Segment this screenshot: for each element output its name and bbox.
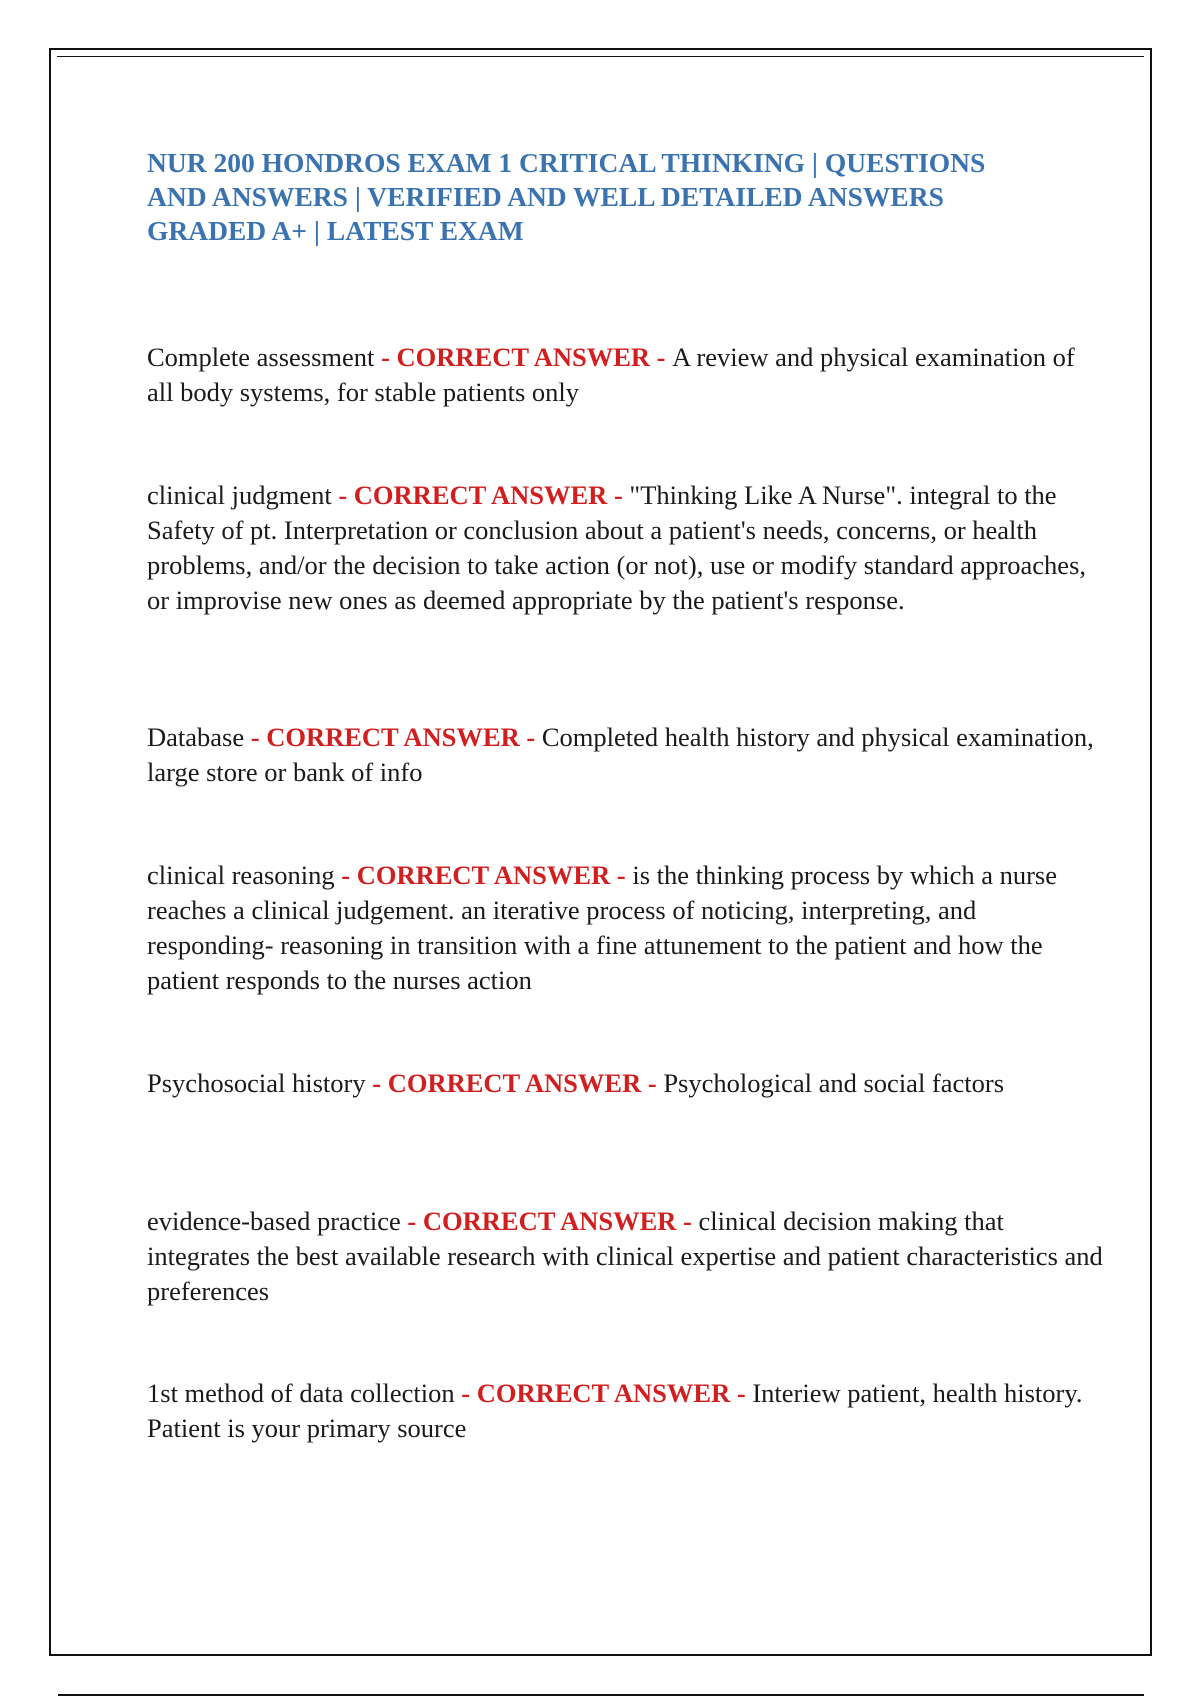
correct-answer-label: - CORRECT ANSWER - bbox=[374, 342, 673, 372]
qa-answer: clinical decision making that integrates the best available research with clinical expertise and patient characteristics and preferences bbox=[147, 1206, 1103, 1306]
qa-item-complete-assessment bbox=[147, 340, 1107, 410]
qa-term: evidence-based practice bbox=[147, 1206, 401, 1236]
qa-term: Database bbox=[147, 722, 245, 752]
document-title: NUR 200 HONDROS EXAM 1 CRITICAL THINKING | QUESTIONS AND ANSWERS | VERIFIED AND WELL DETAILED ANSWERS GRADED A+ | LATEST EXAM bbox=[147, 147, 986, 246]
qa-answer: "Thinking Like A Nurse". integral to the Safety of pt. Interpretation or conclusion about a patient's needs, concerns, or health problems, and/or the decision to take action (or not), use or modify standard approaches, or improvise new ones as deemed appropriate by the patient's response. bbox=[147, 480, 1087, 615]
correct-answer-label: - CORRECT ANSWER - bbox=[454, 1378, 753, 1408]
qa-term: clinical reasoning bbox=[147, 860, 335, 890]
qa-term: 1st method of data collection bbox=[147, 1378, 455, 1408]
correct-answer-label: - CORRECT ANSWER - bbox=[365, 1068, 664, 1098]
qa-answer: is the thinking process by which a nurse reaches a clinical judgement. an iterative process of noticing, interpreting, and responding- reasoning in transition with a fine attunement to the patient and how the patient responds to the nurses action bbox=[147, 860, 1057, 995]
qa-item-clinical-reasoning bbox=[147, 858, 1107, 998]
qa-item-evidence-based-practice bbox=[147, 1204, 1107, 1309]
correct-answer-label: - CORRECT ANSWER - bbox=[331, 480, 630, 510]
correct-answer-label: - CORRECT ANSWER - bbox=[400, 1206, 699, 1236]
page-border bbox=[49, 48, 1152, 1656]
qa-item-psychosocial-history bbox=[147, 1066, 1107, 1101]
qa-item-clinical-judgment bbox=[147, 478, 1107, 618]
qa-term: Psychosocial history bbox=[147, 1068, 366, 1098]
qa-term: clinical judgment bbox=[147, 480, 332, 510]
qa-answer: Completed health history and physical examination, large store or bank of info bbox=[147, 722, 1094, 787]
correct-answer-label: - CORRECT ANSWER - bbox=[244, 722, 542, 752]
correct-answer-label: - CORRECT ANSWER - bbox=[334, 860, 633, 890]
qa-answer: A review and physical examination of all body systems, for stable patients only bbox=[147, 342, 1075, 407]
bottom-rule bbox=[58, 1694, 1144, 1696]
qa-term: Complete assessment bbox=[147, 342, 375, 372]
qa-item-database bbox=[147, 720, 1107, 790]
qa-answer: Psychological and social factors bbox=[663, 1068, 1005, 1098]
qa-answer: Interiew patient, health history. Patient is your primary source bbox=[147, 1378, 1083, 1443]
qa-item-data-collection bbox=[147, 1376, 1107, 1446]
top-rule bbox=[57, 56, 1144, 57]
